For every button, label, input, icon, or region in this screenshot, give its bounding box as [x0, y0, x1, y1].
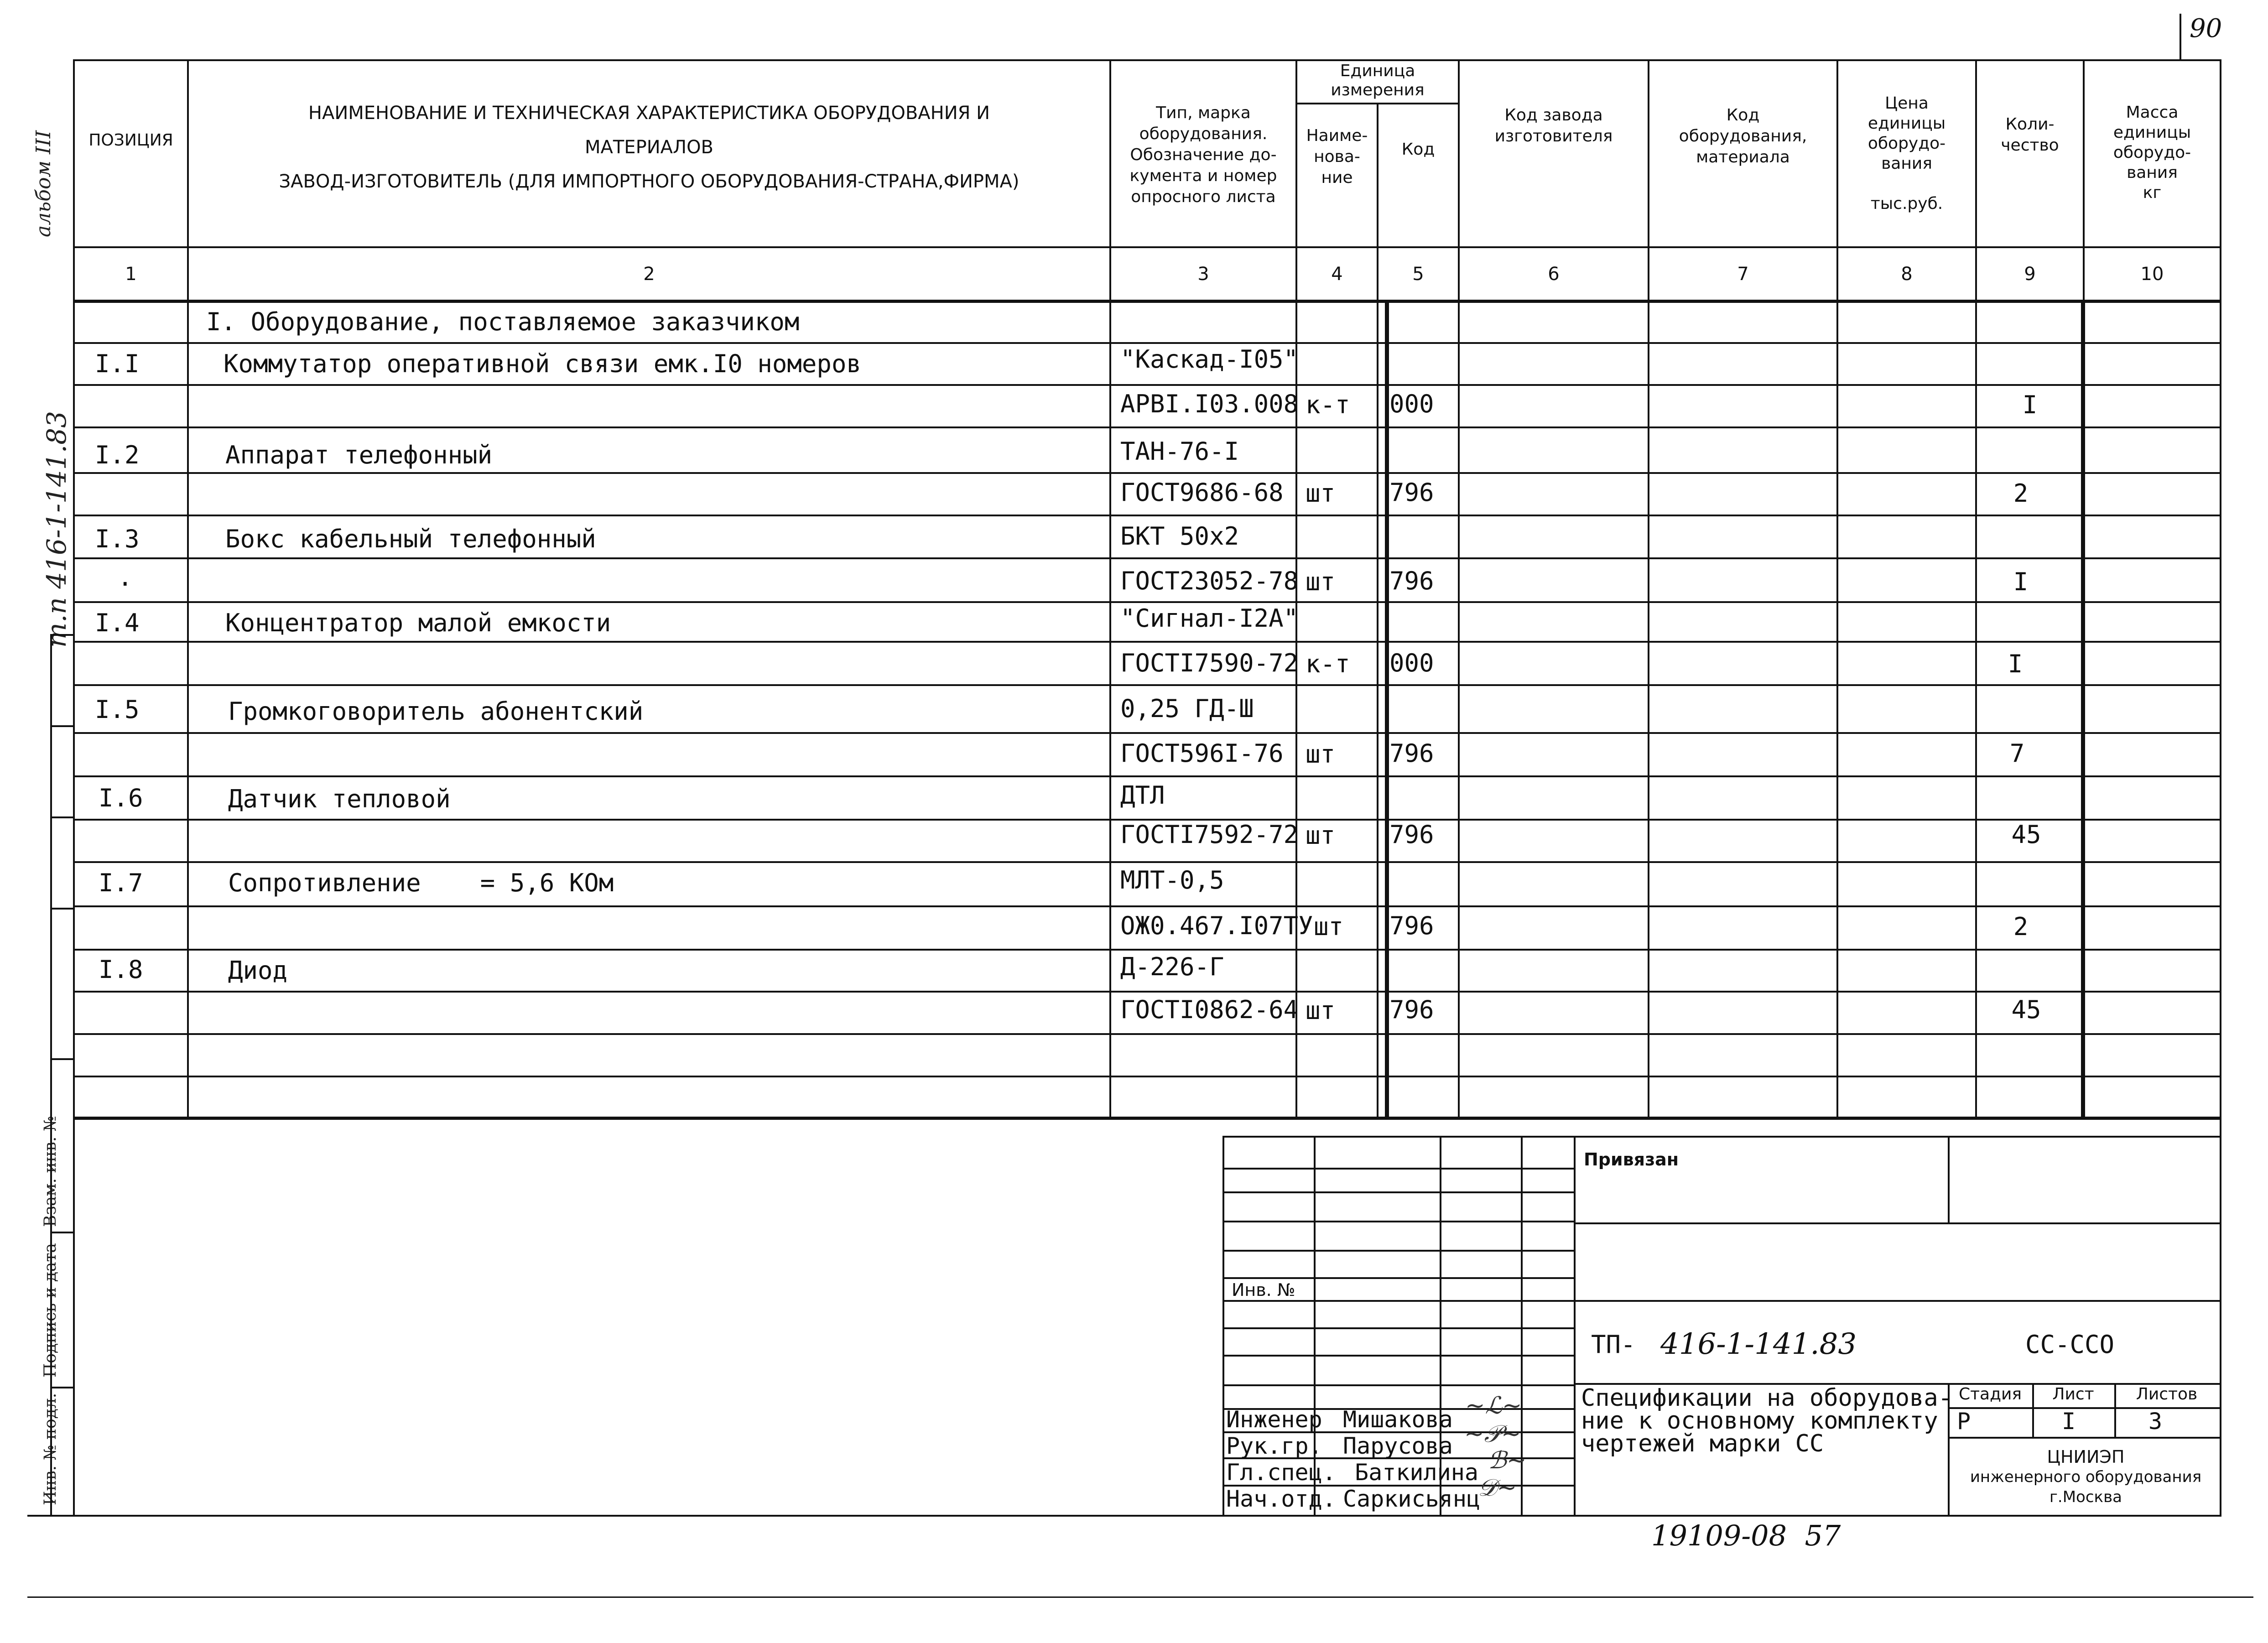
row-qty: I [2022, 390, 2038, 419]
stamp-org-line1: ЦНИИЭП [2047, 1447, 2125, 1467]
page-number: 90 [2190, 14, 2222, 43]
row-position: . [118, 563, 133, 592]
side-strip-tick [50, 816, 73, 818]
stamp-person-name: Саркисьянц [1343, 1486, 1481, 1512]
stamp-listov-label: Листов [2136, 1385, 2198, 1404]
row-line [73, 641, 2221, 643]
colnum: 4 [1331, 264, 1343, 285]
header-name-line3: ЗАВОД-ИЗГОТОВИТЕЛЬ (ДЛЯ ИМПОРТНОГО ОБОРУДОВАНИЯ-СТРАНА,ФИРМА) [279, 171, 1020, 192]
stamp-title: Спецификации на оборудова- ние к основному комплекту чертежей марки СС [1581, 1384, 1952, 1457]
row-qty: 2 [2013, 912, 2029, 941]
side-strip-tick [50, 1387, 73, 1388]
row-qty: 2 [2013, 479, 2029, 508]
header-unit-group: Единица измерения [1331, 62, 1425, 99]
header-unit-name: Наиме- нова- ние [1306, 126, 1368, 187]
side-strip-line [50, 634, 52, 1517]
stamp-person-role: Инженер [1226, 1406, 1322, 1433]
stamp-list-label: Лист [2052, 1385, 2094, 1404]
stamp-line [2114, 1383, 2116, 1437]
stamp-list: I [2062, 1408, 2076, 1435]
row-type: "Каскад-I05" [1120, 345, 1299, 374]
col-line-7 [1836, 59, 1838, 1118]
stamp-line [1948, 1437, 2221, 1439]
colnum: 1 [125, 264, 137, 285]
page-number-box-left [2180, 14, 2181, 59]
col-line-6 [1648, 59, 1649, 1118]
row-name: Бокс кабельный телефонный [225, 525, 596, 553]
row-unit: шт [1306, 821, 1336, 850]
row-unit: шт [1306, 740, 1336, 769]
stamp-grid-line [1574, 1136, 1576, 1517]
side-vzam-label: Взам. инв. № [41, 1116, 60, 1227]
header-equipment-code: Код оборудования, материала [1679, 106, 1807, 166]
row-type: ГОСТ596I-76 [1120, 739, 1284, 768]
row-line [73, 861, 2221, 863]
row-name: Диод [228, 956, 288, 985]
side-podp-label: Подпись и дата [41, 1243, 60, 1378]
colnum: 9 [2024, 264, 2036, 285]
row-unit: шт [1314, 912, 1344, 941]
side-project-label: т.п 416-1-141.83 [41, 411, 72, 648]
stamp-inv-no: Инв. № [1232, 1280, 1295, 1300]
stamp-person-name: Баткилина [1355, 1459, 1478, 1486]
row-line [73, 472, 2221, 474]
stamp-doc-prefix: ТП- [1591, 1330, 1636, 1359]
row-qty: 45 [2011, 820, 2041, 849]
row-line [73, 557, 2221, 559]
page-edge-line [27, 1596, 2253, 1598]
bottom-archive-number: 19109-08 57 [1651, 1519, 1841, 1552]
header-unit-code: Код [1401, 140, 1435, 159]
stamp-person-name: Мишакова [1343, 1406, 1453, 1433]
row-type: ГОСТI7590-72 [1120, 649, 1299, 677]
colnum: 7 [1737, 264, 1749, 285]
row-type: ГОСТ23052-78 [1120, 567, 1299, 595]
row-line [73, 775, 2221, 777]
stamp-person-role: Рук.гр. [1226, 1433, 1322, 1459]
bold-box-left [1385, 301, 1389, 1118]
col-line-1 [187, 59, 189, 1118]
signature-mark: ~𝒫~ [1464, 1420, 1521, 1448]
stamp-person-role: Нач.отд. [1226, 1486, 1336, 1512]
colnum: 8 [1901, 264, 1913, 285]
bold-box-bottom [73, 1117, 2221, 1120]
row-type: ГОСТI0862-64 [1120, 995, 1299, 1024]
stamp-line [1948, 1407, 2221, 1409]
row-name: I. Оборудование, поставляемое заказчиком [206, 307, 800, 336]
colnum: 5 [1412, 264, 1424, 285]
row-line [73, 1033, 2221, 1035]
col-line-2 [1109, 59, 1111, 1118]
row-code: 796 [1389, 995, 1434, 1024]
row-position: I.I [95, 349, 140, 378]
colnum: 10 [2140, 264, 2164, 285]
row-line [73, 515, 2221, 516]
row-name: Громкоговоритель абонентский [228, 697, 644, 726]
row-unit: шт [1306, 479, 1336, 508]
stamp-grid-line [1222, 1250, 1574, 1252]
row-type: ДТЛ [1120, 781, 1165, 810]
row-position: I.3 [95, 525, 140, 553]
row-type: МЛТ-0,5 [1120, 866, 1224, 894]
row-line [73, 991, 2221, 993]
row-unit: шт [1306, 996, 1336, 1025]
row-code: 796 [1389, 739, 1434, 768]
side-strip-tick [50, 1058, 73, 1060]
colnum: 2 [643, 264, 655, 285]
signature-mark: ~ℒ~ [1465, 1392, 1522, 1419]
row-name: Датчик тепловой [228, 785, 451, 813]
header-bottom-line [73, 246, 2221, 248]
side-inv-podl-label: Инв. № подл. [41, 1393, 60, 1505]
col-line-8 [1975, 59, 1977, 1118]
signature-mark: ℬ~ [1488, 1447, 1527, 1474]
stamp-grid-line [1222, 1191, 1574, 1193]
colnum: 6 [1548, 264, 1560, 285]
stamp-line [2032, 1383, 2034, 1437]
row-line [73, 384, 2221, 386]
stamp-line [1574, 1300, 2221, 1302]
row-type: БКТ 50х2 [1120, 522, 1239, 551]
side-strip-tick [50, 908, 73, 910]
row-type: 0,25 ГД-Ш [1120, 694, 1254, 723]
colnum-bottom-line [73, 300, 2221, 303]
row-position: I.4 [95, 608, 140, 637]
row-position: I.5 [95, 695, 140, 724]
row-line [73, 949, 2221, 951]
side-strip-tick [50, 634, 73, 636]
row-name: Концентратор малой емкости [225, 608, 611, 637]
row-line [73, 1076, 2221, 1077]
stamp-mark: СС-ССО [2025, 1330, 2115, 1359]
row-position: I.7 [99, 868, 143, 897]
side-album-label: альбом III [32, 130, 55, 237]
stamp-person-role: Гл.спец. [1226, 1459, 1336, 1486]
row-type: Д-226-Г [1120, 952, 1224, 981]
row-line [73, 426, 2221, 428]
row-code: 000 [1389, 390, 1434, 418]
header-type: Тип, марка оборудования. Обозначение до- кумента и номер опросного листа [1129, 104, 1277, 206]
row-type: ОЖ0.467.I07ТУ [1120, 911, 1313, 940]
row-type: ГОСТI7592-72 [1120, 820, 1299, 849]
row-line [73, 732, 2221, 734]
stamp-grid-line [1222, 1384, 1574, 1386]
stamp-listov: 3 [2148, 1408, 2163, 1435]
stamp-stadiya-label: Стадия [1958, 1385, 2022, 1404]
stamp-org-line2: инженерного оборудования [1970, 1468, 2202, 1486]
colnum: 3 [1197, 264, 1209, 285]
header-mass: Масса единицы оборудо- вания кг [2113, 103, 2191, 202]
row-code: 796 [1389, 478, 1434, 507]
frame-top-line [73, 59, 2221, 61]
row-line [73, 601, 2221, 603]
stamp-grid-line [1222, 1327, 1574, 1329]
row-unit: к-т [1306, 390, 1350, 419]
bold-box-right [2081, 301, 2085, 1118]
row-qty: I [2008, 650, 2023, 678]
header-price: Цена единицы оборудо- вания тыс.руб. [1867, 94, 1946, 213]
row-type: АРВI.I03.008 [1120, 390, 1299, 418]
col-line-4 [1377, 103, 1378, 1118]
row-name: Коммутатор оперативной связи емк.I0 номеров [224, 349, 861, 378]
row-code: 796 [1389, 567, 1434, 595]
row-position: I.8 [99, 955, 143, 984]
stamp-grid-line [1222, 1355, 1574, 1357]
row-type: ТАН-76-I [1120, 437, 1239, 466]
stamp-line [1574, 1222, 2221, 1224]
row-type: "Сигнал-I2А" [1120, 604, 1299, 633]
row-name: Сопротивление = 5,6 КОм [228, 868, 614, 897]
stamp-grid-line [1222, 1168, 1574, 1170]
header-name-line2: МАТЕРИАЛОВ [585, 137, 713, 158]
col-line-5 [1458, 59, 1460, 1118]
side-strip-tick [50, 725, 73, 727]
stamp-grid-line [1222, 1221, 1574, 1222]
row-code: 000 [1389, 649, 1434, 677]
header-name-line1: НАИМЕНОВАНИЕ И ТЕХНИЧЕСКАЯ ХАРАКТЕРИСТИКА ОБОРУДОВАНИЯ И [308, 103, 990, 124]
row-name: Аппарат телефонный [225, 441, 493, 469]
row-line [73, 342, 2221, 344]
stamp-stadiya: Р [1957, 1408, 1971, 1435]
signature-mark: 𝒟~ [1478, 1474, 1517, 1502]
row-unit: к-т [1306, 650, 1350, 678]
stamp-doc-code: 416-1-141.83 [1660, 1327, 1857, 1361]
row-line [73, 684, 2221, 686]
stamp-org-line3: г.Москва [2050, 1488, 2122, 1506]
header-position: ПОЗИЦИЯ [88, 131, 173, 150]
stamp-grid-line [1222, 1300, 1574, 1302]
row-unit: шт [1306, 567, 1336, 596]
row-code: 796 [1389, 911, 1434, 940]
stamp-line [1948, 1136, 1950, 1222]
row-qty: 45 [2011, 995, 2041, 1024]
stamp-privyazan: Привязан [1584, 1149, 1679, 1170]
header-quantity: Коли- чество [2001, 115, 2059, 155]
row-qty: I [2013, 567, 2029, 596]
row-qty: 7 [2009, 739, 2025, 768]
row-position: I.2 [95, 441, 140, 469]
stamp-grid-line [1222, 1277, 1574, 1279]
row-position: I.6 [99, 784, 143, 812]
row-line [73, 905, 2221, 907]
side-strip-tick [50, 1232, 73, 1233]
row-code: 796 [1389, 820, 1434, 849]
stamp-person-name: Парусова [1343, 1433, 1453, 1459]
row-type: ГОСТ9686-68 [1120, 478, 1284, 507]
header-factory-code: Код завода изготовителя [1494, 106, 1613, 146]
